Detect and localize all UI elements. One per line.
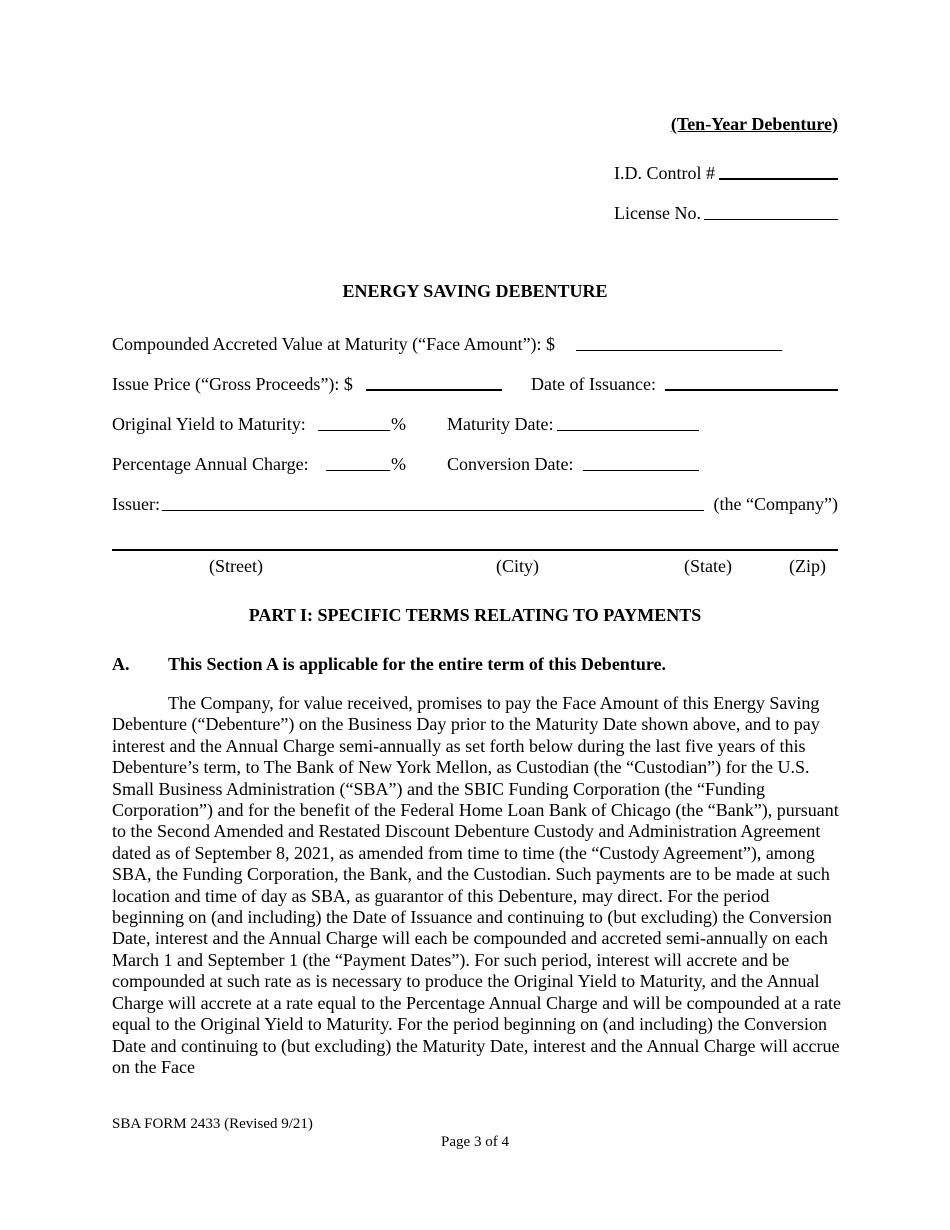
percent-sign: % — [391, 454, 406, 474]
original-yield-label: Original Yield to Maturity: — [112, 414, 306, 434]
state-label: (State) — [684, 556, 732, 576]
document-title: ENERGY SAVING DEBENTURE — [342, 281, 608, 301]
license-label: License No. — [614, 203, 701, 223]
section-heading: This Section A is applicable for the entire term of this Debenture. — [168, 654, 666, 674]
form-id: SBA FORM 2433 (Revised 9/21) — [112, 1116, 313, 1132]
conversion-date-field[interactable] — [583, 470, 699, 471]
issuer-label: Issuer: — [112, 494, 160, 514]
issuer-field[interactable] — [162, 510, 704, 511]
date-of-issuance-field[interactable] — [665, 389, 838, 391]
maturity-date-label: Maturity Date: — [447, 414, 554, 434]
debenture-type-label: (Ten-Year Debenture) — [670, 114, 838, 134]
annual-charge-label: Percentage Annual Charge: — [112, 454, 309, 474]
annual-charge-field[interactable] — [326, 470, 390, 471]
section-a-paragraph — [112, 693, 842, 1078]
maturity-date-field[interactable] — [557, 430, 699, 431]
face-amount-label: Compounded Accreted Value at Maturity (“Face Amount”): $ — [112, 334, 556, 354]
section-letter: A. — [112, 654, 130, 674]
address-field[interactable] — [112, 549, 838, 551]
id-control-field[interactable] — [719, 178, 838, 180]
id-control-label: I.D. Control # — [614, 163, 715, 183]
license-field[interactable] — [704, 219, 838, 220]
city-label: (City) — [496, 556, 539, 576]
page-number: Page 3 of 4 — [441, 1134, 509, 1150]
street-label: (Street) — [209, 556, 263, 576]
date-of-issuance-label: Date of Issuance: — [531, 374, 656, 394]
issue-price-label: Issue Price (“Gross Proceeds”): $ — [112, 374, 353, 394]
percent-sign: % — [391, 414, 406, 434]
issue-price-field[interactable] — [366, 389, 502, 391]
company-suffix: (the “Company”) — [713, 494, 838, 514]
face-amount-field[interactable] — [576, 350, 782, 351]
part-heading: PART I: SPECIFIC TERMS RELATING TO PAYMENTS — [248, 605, 702, 625]
original-yield-field[interactable] — [318, 430, 390, 431]
zip-label: (Zip) — [789, 556, 826, 576]
paragraph-text: The Company, for value received, promises to pay the Face Amount of this Energy Saving Debenture (“Debenture”) on the Business Day prior to the Maturity Date shown above, and to pay interest and the Annual Charge semi-annually as set forth below during the last five years of this Debenture’s term, to The Bank of New York Mellon, as Custodian (the “Custodian”) for the U.S. Small Business Administration (“SBA”) and the SBIC Funding Corporation (the “Funding Corporation”) and for the benefit of the Federal Home Loan Bank of Chicago (the “Bank”), pursuant to the Second Amended and Restated Discount Debenture Custody and Administration Agreement dated as of September 8, 2021, as amended from time to time (the “Custody Agreement”), among SBA, the Funding Corporation, the Bank, and the Custodian. Such payments are to be made at such location and time of day as SBA, as guarantor of this Debenture, may direct. For the period beginning on (and including) the Date of Issuance and continuing to (but excluding) the Conversion Date, interest and the Annual Charge will each be compounded and accreted semi-annually on each March 1 and September 1 (the “Payment Dates”). For such period, interest will accrete and be compounded at such rate as is necessary to produce the Original Yield to Maturity, and the Annual Charge will accrete at a rate equal to the Percentage Annual Charge and will be compounded at a rate equal to the Original Yield to Maturity. For the period beginning on (and including) the Conversion Date and continuing to (but excluding) the Maturity Date, interest and the Annual Charge will accrue on the Face — [112, 693, 842, 1077]
conversion-date-label: Conversion Date: — [447, 454, 574, 474]
